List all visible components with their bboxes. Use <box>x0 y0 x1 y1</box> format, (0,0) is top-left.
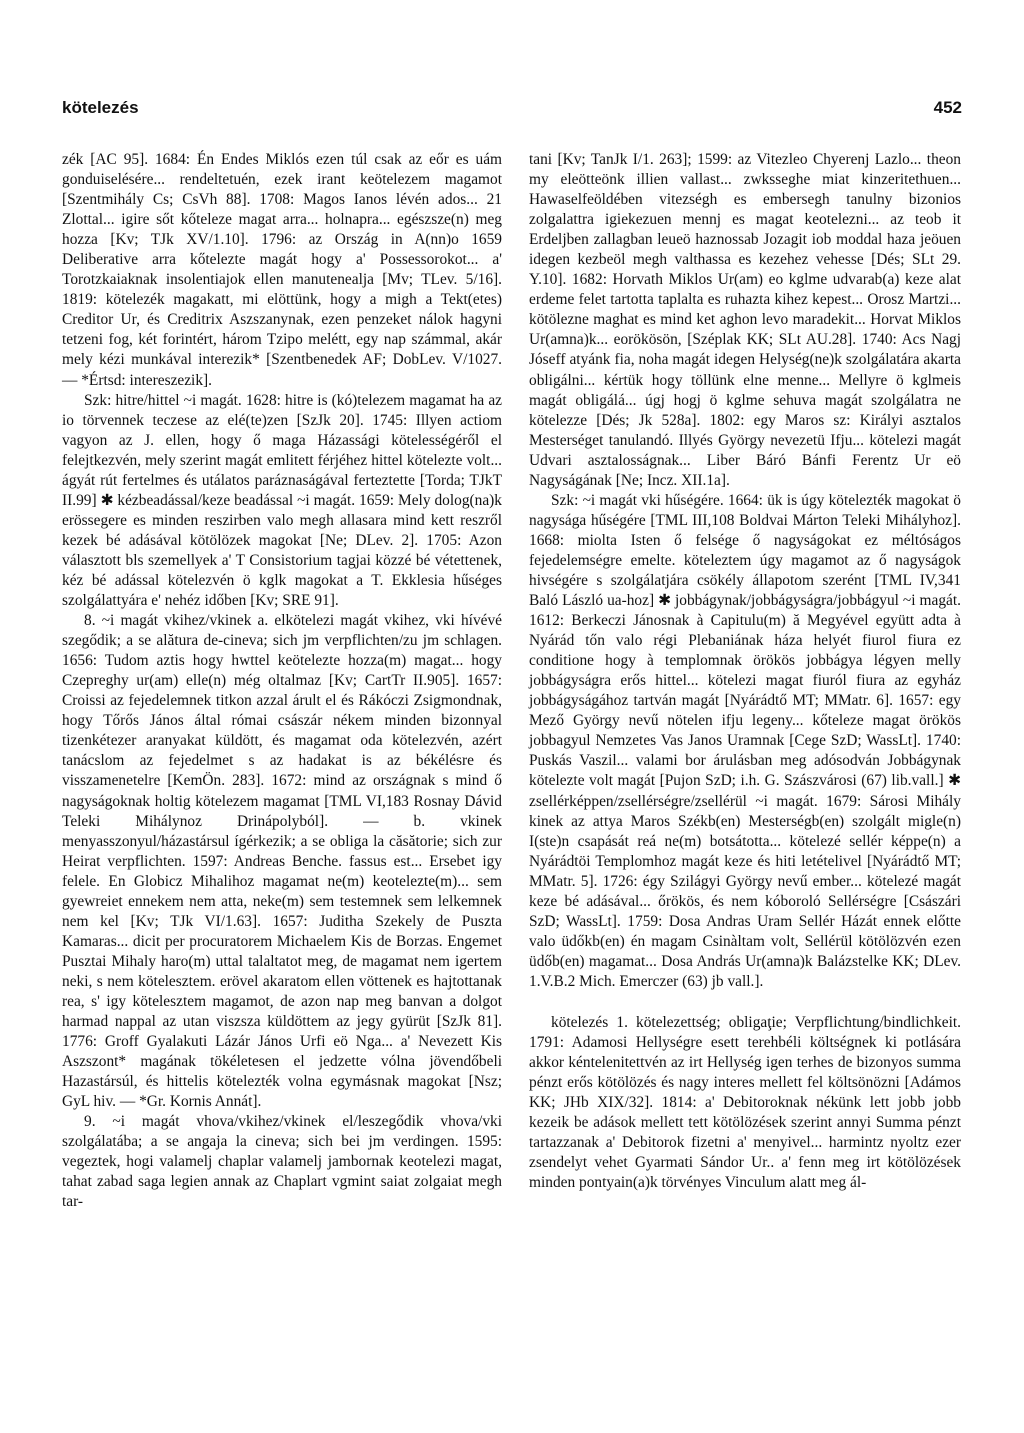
right-column <box>529 150 961 1193</box>
page-number: 452 <box>933 98 962 117</box>
entry-paragraph: zék [AC 95]. 1684: Én Endes Miklós ezen túl csak az eőr es uám gonduiselésére... rendeltetuén, ezek irant keötelezem magamot [Szentmihály Cs; CsVh 88]. 1708: Magos Ianos lévén ados... 21 Zlottal... igire sőt kőteleze magat arra... holnapra... egészsze(n) meg hozza [Kv; TJk XV/1.10]. 1796: az Ország in A(nn)o 1659 Deliberative arra kőtelezte magát hogy a' Possessorokot... a' Torotzkaiaknak insolentiajok ellen manutenealja [Mv; TLev. 5/16]. 1819: kötelezék magakatt, mi elöttünk, hogy a migh a Tekt(etes) Creditor Ur, és Creditrix Aszszanynak, ezen penzeket nálok hagyni tetzeni fog, két forintért, három Tzipo melétt, egy nap számmal, akár mely kézi munkával interezik* [Szentbenedek AF; DobLev. V/1027. — *Értsd: intereszezik]. <box>62 151 502 389</box>
running-head: kötelezés <box>62 98 139 117</box>
entry-paragraph: tani [Kv; TanJk I/1. 263]; 1599: az Vitezleo Chyerenj Lazlo... theon my eleötteönk illien vallast... zwksseghe miat kinzeritethuen... Hawaselfeöldében vitezségh es embersegh tanulny bizonios zolgalattra igiekezuen mennj es magat keotelezni... az teob it Erdeljben zallagban leueö haznossab Jozagit iob moddal haza jeöuen idegen kezbeöl megh valthassa es kezehez vehesse [Dés; SLt 29. Y.10]. 1682: Horvath Miklos Ur(am) eo kglme udvarab(a) keze alat erdeme felet tartotta taplalta es ruhazta kihez kepest... Orosz Martzi... kötölezne maghat es mind ket aghon levo maradekit... Horvat Miklos Ur(amna)k... eorökösön, [Széplak KK; SLt AU.28]. 1740: Acs Nagj Jóseff atyánk fia, noha magát idegen Helység(ne)k szolgálatára akarta obligálni... kértük hogy töllünk elne menne... Mellyre ö kglmeis magát obligálá... úgj hogj ö kglme sehuva magát szolgálatra ne kötelezze [Dés; Jk 528a]. 1802: egy Maros sz: Királyi asztalos Mesterséget tanulandó. Illyés György nevezetü Ifju... kötelezi magát Udvari asztalosságnak... Liber Báró Bánfi Ferentz Ur eö Nagyságának [Ne; Incz. XII.1a]. <box>529 151 961 489</box>
headword-entry-kotelezes: kötelezés 1. kötelezettség; obligaţie; Verpflichtung/bindlichkeit. 1791: Adamosi Hellységre esett terehbéli költségnek ki potlására akkor kéntelenitettvén az irt Hellység igen terhes de bizonyos summa pénzt erős kötölözés és nagy interes mellett fel költsönözni [Adámos KK; JHb XIX/32]. 1814: a' Debitoroknak nékünk lett jobb jobb kezeik be adások mellett tett kötölözések szerint annyi Summa pénzt tartazzanak a' Debitorok fizetni a' menyivel... harmintz nyoltz ezer zsendelyt vehet Gyarmati Sándor Ur.. a' fenn meg irt kötölözések minden pontyain(a)k törvényes Vinculum alatt meg ál- <box>529 1013 961 1192</box>
page-header <box>62 98 962 128</box>
entry-paragraph: 9. ~i magát vhova/vkihez/vkinek el/leszegődik vhova/vki szolgálatába; a se angaja la cineva; sich bei jm verdingen. 1595: vegeztek, hogi valamelj chaplar valamelj jambornak keotelezi magat, tahat zabad saga legien annak az Chaplart vgmint saiat zolgaiat megh tar- <box>62 1113 502 1211</box>
left-column <box>62 150 502 1212</box>
entry-paragraph: Szk: hitre/hittel ~i magát. 1628: hitre is (kó)telezem magamat ha az io törvennek teczese az elé(te)zen [SzJk 20]. 1745: Illyen actiom vagyon az J. ellen, hogy ő maga Házassági kötelességéről el felejtkezvén, mely szerint magát emlitett férjéhez hittel kötelezte volt... ágyát rút fertelmes és utálatos paráznaságával ferteztette [Torda; TJkT II.99] ✱ kézbeadással/keze beadással ~i magát. 1659: Mely dolog(na)k erössegere es minden reszirben valo megh allasara mind kett reszről kezek bé adásával kötölözek magokat [Ne; DLev. 2]. 1705: Azon választott bls szemellyek a' T Consistorium tagjai közzé bé vétettenek, kéz bé adással kötelezvén ö kglk magokat a T. Ekklesia hűséges szolgálattyára e' nehéz időben [Kv; SRE 91]. <box>62 391 502 610</box>
entry-paragraph: 8. ~i magát vkihez/vkinek a. elkötelezi magát vkihez, vki hívévé szegődik; a se alătura de-cineva; sich jm verpflichten/zu jm schlagen. 1656: Tudom aztis hogy hwttel keötelezte hozza(m) magat... hogy Czepreghy ur(am) elle(n) még oltalmaz [Kv; CartTr II.905]. 1657: Croissi az fejedelemnek titkon azzal árult el és Rákóczi Zsigmondnak, hogy Tőrős János által római császár nékem minden bizonnyal tizenkétezer aranyakat küldött, és magamat oda kötelezvén, azért tanácslom az fejedelmet s az hadakat is az békélésre és visszamenetelre [KemÖn. 283]. 1672: mind az országnak s mind ő nagyságoknak holtig kötelezem magamat [TML VI,183 Rosnay Dávid Teleki Mihálynoz Drinápolyból]. — b. vkinek menyasszonyul/házastársul ígérkezik; a se obliga la căsătorie; sich zur Heirat verpflichten. 1597: Andreas Benche. fassus est... Ersebet igy felele. En Globicz Mihalihoz magamat ne(m) keotelezte(m)... sem gyewreiet ennekem nem atta, neke(m) sem testemnek sem lelkemnek nem kel [Kv; TJk VI/1.63]. 1657: Juditha Szekely de Puszta Kamaras... dicit per procuratorem Michaelem Kis de Borzas. Engemet Pusztai Mihaly haro(m) uttal talaltatot meg, de magamat nem igertem neki, s nem kötelesztem. erövel akaratom ellen vöttenek es hajtottanak rea, s' igy kötelesztem magamot, de azon nap meg banvan a dolgot harmad nappal az utan viszsza küldöttem az jegy gyürüt [SzJk 81]. 1776: Groff Gyalakuti Lázár János Urfi eö Nga... a' Nevezett Kis Aszszont* magának tökéletesen el jedzette vólna jövendőbeli Hazastársúl, és hittelis kötelezték volna egymásnak magokat [Nsz; GyL hiv. — *Gr. Kornis Annát]. <box>62 612 502 1111</box>
entry-paragraph: Szk: ~i magát vki hűségére. 1664: ük is úgy kötelezték magokat ö nagysága hűségére [TML III,108 Boldvai Márton Teleki Mihályhoz]. 1668: miolta Isten ő felsége ő nagyságokat ez méltóságos fejedelemségre emelte. köteleztem úgy magamot az ő nagyságok hivségére s szolgálatjára csökély állapotom szerént [TML IV,341 Baló László ua-hoz] ✱ jobbágynak/jobbágyságra/jobbágyul ~i magát. 1612: Berkeczi Jánosnak à Capitulu(m) ă Megyével együtt adta à Nyárád tőn valo régi Plebaniának háza helyét fiurol fiura ez conditione hogy à templomnak örökös jobbágya légyen melly jobbágyságra erős hittel... kötelezi magat fiuról fiura az egyház jobbágyságához tartván magát [Nyárádtő MT; MMatr. 6]. 1657: egy Mező György nevű nötelen ifju legeny... kőteleze magat örökös jobbagyul Nemzetes Vas Janos Uramnak [Cege SzD; WassLt]. 1740: Puskás Vaszil... valami bor árulásban meg adósodván Jobbágynak kötelezte volt magát [Pujon SzD; i.h. G. Szászvárosi (67) lib.vall.] ✱ zsellérképpen/zsellérségre/zsellérül ~i magát. 1679: Sárosi Mihály kinek az attya Maros Székb(en) Mesterségb(en) szolgált migle(n) I(ste)n csapását reá ne(m) botsátotta... kötelezé sellér képpe(n) a Nyárádtöi Templomhoz magát keze és hiti letételivel [Nyárádtő MT; MMatr. 5]. 1726: égy Szilágyi György nevű ember... kötelezé magát keze bé adásával... őrökös, és nem kóboroló Sellérségre [Császári SzD; WassLt]. 1759: Dosa Andras Uram Sellér Házát ennek előtte valo üdőkb(en) én magam Csinàltam volt, Sellérül kötölözvén ezen üdőb(en) magamat... Dosa András Ur(amna)k Balázstelke KK; DLev. 1.V.B.2 Mich. Emerczer (63) jb vall.]. <box>529 491 961 990</box>
